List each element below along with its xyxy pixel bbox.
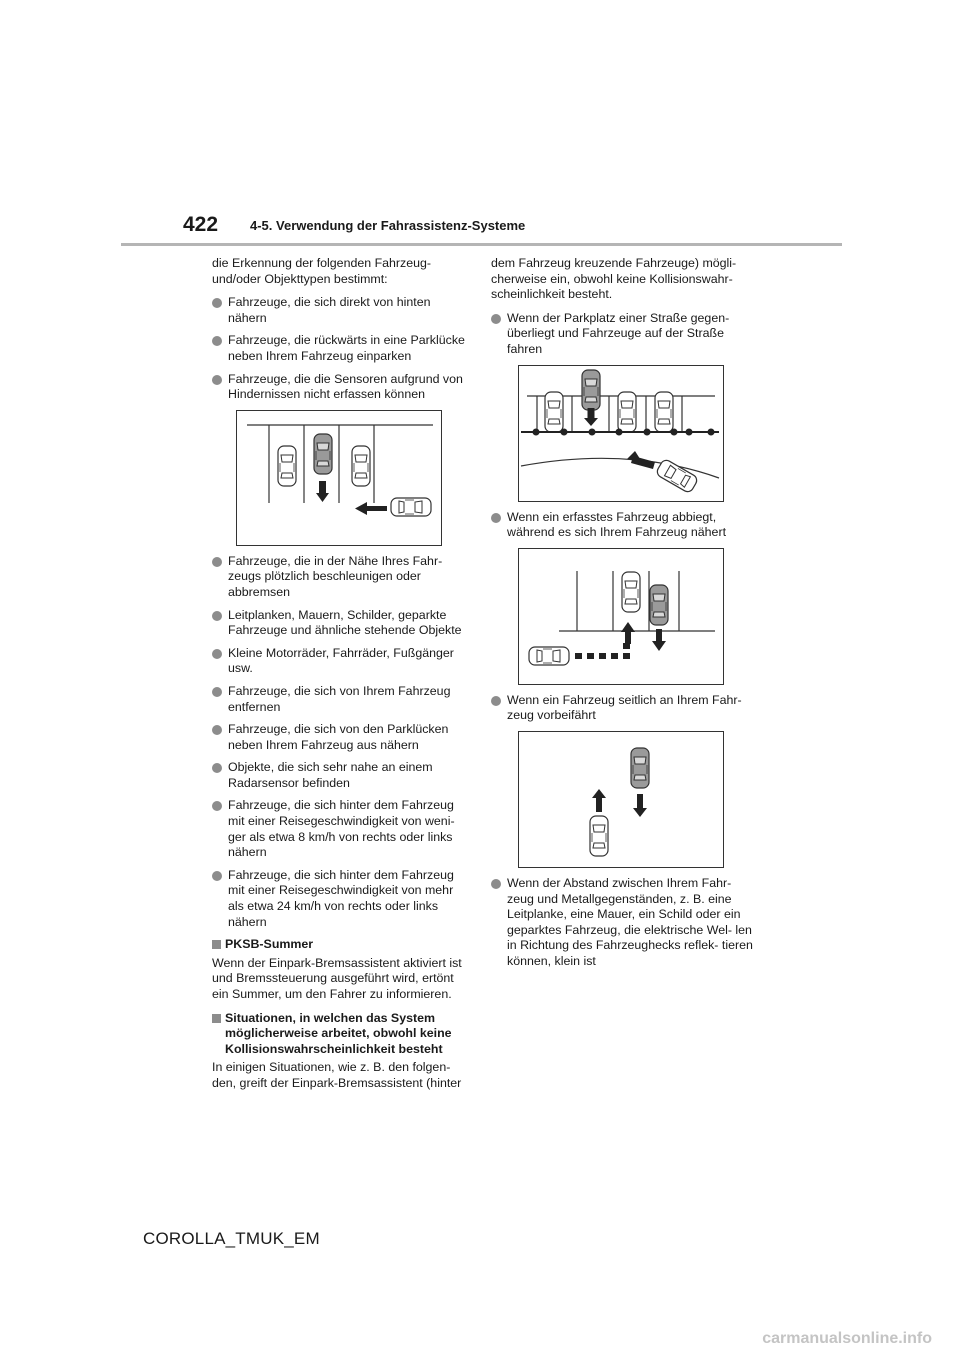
list-item: Fahrzeuge, die sich hinter dem Fahrzeug mit einer Reisegeschwindigkeit von weni- ger als etwa 8 km/h von rechts oder links nähern [212,798,472,860]
bullet-icon [212,336,222,346]
parked-car-icon [622,572,640,612]
parked-car-icon [278,446,296,486]
list-item: Objekte, die sich sehr nahe an einem Radarsensor befinden [212,760,472,791]
left-column [212,256,472,1100]
list-item: Fahrzeuge, die die Sensoren aufgrund von Hindernissen nicht erfassen können [212,372,472,403]
intro-text: die Erkennung der folgenden Fahrzeug- und/oder Objekttypen bestimmt: [212,256,432,286]
heading-square-icon [212,940,221,949]
bullet-icon [212,725,222,735]
list-item: Wenn ein Fahrzeug seitlich an Ihrem Fahr- zeug vorbeifährt [491,693,753,724]
parked-car-icon [655,392,673,432]
own-car-icon [650,585,668,625]
bullet-icon [491,513,501,523]
figure-turning-vehicle [518,548,724,685]
passing-car-icon [590,816,608,856]
bullet-icon [212,801,222,811]
bullet-icon [212,557,222,567]
parked-car-icon [618,392,636,432]
bullet-icon [491,314,501,324]
paragraph: dem Fahrzeug kreuzende Fahrzeuge) mögli- cherweise ein, obwohl keine Kollisionswahr- scheinlichkeit besteht. [491,256,737,302]
list-item: Kleine Motorräder, Fahrräder, Fußgänger usw. [212,646,472,677]
heading-square-icon [212,1014,221,1023]
right-column [491,256,753,977]
parked-car-icon [545,392,563,432]
parked-car-icon [352,446,370,486]
list-item: Leitplanken, Mauern, Schilder, geparkte Fahrzeuge und ähnliche stehende Objekte [212,608,472,639]
paragraph: In einigen Situationen, wie z. B. den folgen- den, greift der Einpark-Bremsassistent (hinter [212,1060,462,1090]
own-car-icon [631,748,649,788]
bullet-icon [212,375,222,385]
figure-passing-vehicle [518,731,724,868]
bullet-icon [491,879,501,889]
own-car-icon [314,434,332,474]
list-item: Fahrzeuge, die in der Nähe Ihres Fahr- zeugs plötzlich beschleunigen oder abbremsen [212,554,472,601]
list-item: Fahrzeuge, die sich von Ihrem Fahrzeug entfernen [212,684,472,715]
bullet-icon [212,763,222,773]
bullet-icon [212,649,222,659]
own-car-icon [582,370,600,410]
section-heading: PKSB-Summer [212,937,472,953]
bullet-icon [491,696,501,706]
footer-doc-code: COROLLA_TMUK_EM [143,1229,320,1248]
list-item: Fahrzeuge, die sich direkt von hinten nähern [212,295,472,326]
section-title: 4-5. Verwendung der Fahrassistenz-Systeme [250,218,526,233]
bullet-icon [212,871,222,881]
watermark: carmanualsonline.info [762,1330,932,1347]
list-item: Fahrzeuge, die rückwärts in eine Parklücke neben Ihrem Fahrzeug einparken [212,333,472,364]
paragraph: Wenn der Einpark-Bremsassistent aktiviert ist und Bremssteuerung ausgeführt wird, ertönt ein Summer, um den Fahrer zu informieren. [212,955,462,1001]
list-item: Wenn ein erfasstes Fahrzeug abbiegt, während es sich Ihrem Fahrzeug nähert [491,510,753,541]
list-item: Fahrzeuge, die sich hinter dem Fahrzeug mit einer Reisegeschwindigkeit von mehr als etwa 24 km/h von rechts oder links nähern [212,868,472,930]
bullet-icon [212,687,222,697]
list-item: Wenn der Abstand zwischen Ihrem Fahr- zeug und Metallgegenständen, z. B. eine Leitplanke, eine Mauer, ein Schild oder ein geparktes Fahrzeug, die elektrische Wel- len in Richtung des Fahrzeughecks reflek- tieren können, klein ist [491,876,753,970]
bullet-icon [212,611,222,621]
list-item: Wenn der Parkplatz einer Straße gegen- überliegt und Fahrzeuge auf der Straße fahren [491,311,753,358]
section-heading: Situationen, in welchen das System möglicherweise arbeitet, obwohl keine Kollisionswahrscheinlichkeit besteht [212,1011,472,1058]
header-divider [121,243,842,246]
list-item: Fahrzeuge, die sich von den Parklücken neben Ihrem Fahrzeug aus nähern [212,722,472,753]
figure-parking-opposite-road [518,365,724,502]
bullet-icon [212,298,222,308]
page-number: 422 [183,213,219,236]
figure-reversing-parking [236,410,442,546]
